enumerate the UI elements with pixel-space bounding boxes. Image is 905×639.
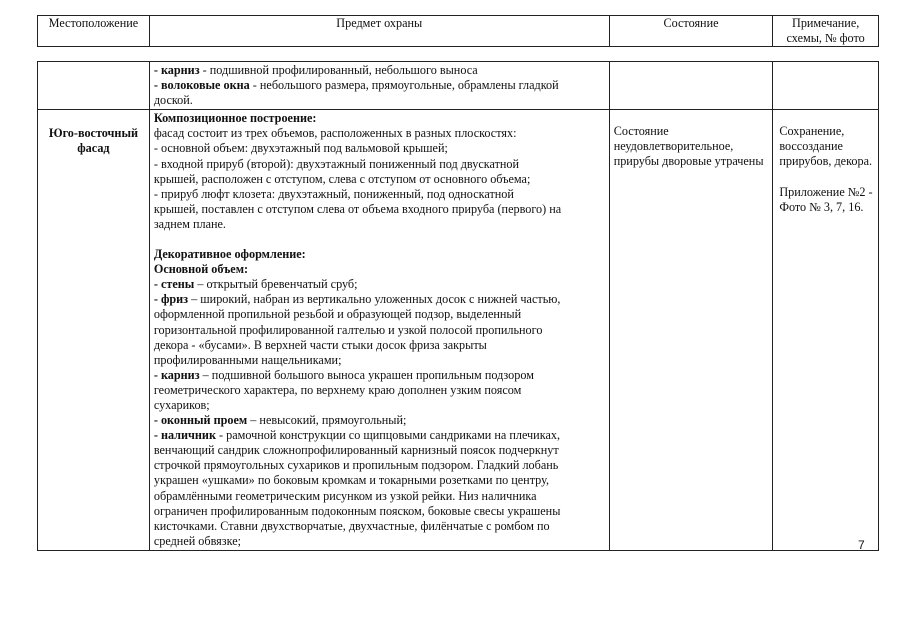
- text-line: строчкой прямоугольных сухариков и пропильным подзором. Гладкий лобань: [153, 458, 559, 473]
- header-subject: Предмет охраны: [149, 16, 609, 47]
- spacer: [154, 232, 605, 247]
- header-note-line: схемы, № фото: [786, 31, 865, 46]
- table-header: [37, 15, 879, 47]
- header-note-line: Примечание,: [792, 16, 860, 30]
- text-line: кисточками. Ставни двухстворчатые, двухчастные, филёнчатые с ромбом по: [153, 518, 550, 533]
- text-line: оформленной пропильной резьбой и образующей подзор, выделенный: [153, 307, 522, 322]
- cell-note: [773, 62, 879, 110]
- protection-table: [37, 61, 879, 551]
- text-line: заднем плане.: [153, 216, 226, 231]
- cell-note: [773, 110, 879, 551]
- text-line: профилированными нащельниками;: [153, 352, 342, 367]
- text-line: декора - «бусами». В верхней части стыки досок фриза закрыты: [153, 337, 487, 352]
- page-number: 7: [858, 538, 865, 552]
- note-preservation: Сохранение, воссоздание прирубов, декора.: [779, 124, 873, 169]
- table-row: [38, 62, 879, 110]
- text-line: - наличник - рамочной конструкции со щипцовыми сандриками на плечиках,: [153, 428, 560, 443]
- cell-location: [38, 62, 150, 110]
- text-line: - оконный проем – невысокий, прямоугольный;: [153, 413, 407, 428]
- text-line: горизонтальной профилированной галтелью и узкой полосой пропильного: [153, 322, 543, 337]
- text-line: сухариков;: [153, 397, 210, 412]
- text-line: средней обвязке;: [153, 533, 242, 548]
- text-line: доской.: [153, 93, 193, 108]
- note-appendix: Приложение №2 - Фото № 3, 7, 16.: [779, 184, 873, 214]
- text-line: - входной прируб (второй): двухэтажный пониженный под двускатной: [153, 156, 520, 171]
- cell-state: [609, 62, 773, 110]
- text-line: - карниз - подшивной профилированный, небольшого выноса: [153, 63, 478, 77]
- header-note: [773, 16, 879, 47]
- text-line: - карниз – подшивной большого выноса украшен пропильным подзором: [153, 367, 534, 382]
- text-line: - основной объем: двухэтажный под вальмовой крышей;: [153, 141, 448, 156]
- text-line: - прируб люфт клозета: двухэтажный, пониженный, под односкатной: [153, 186, 514, 201]
- text-line: - волоковые окна - небольшого размера, прямоугольные, обрамлены гладкой: [153, 78, 559, 93]
- cell-subject: [149, 62, 609, 110]
- cell-subject: [149, 110, 609, 551]
- text-line: крышей, расположен с отступом, слева с отступом от основного объема;: [153, 171, 531, 186]
- spacer: [779, 170, 874, 185]
- text-line: - стены – открытый бревенчатый сруб;: [153, 277, 358, 292]
- text-line: обрамлёнными геометрическим рисунком из узкой рейки. Низ наличника: [153, 488, 537, 503]
- text-line: ограничен профилированным подоконным пояском, боковые свесы украшены: [153, 503, 561, 518]
- cell-location: Юго-восточный фасад: [38, 110, 150, 551]
- section-heading: Композиционное построение:: [153, 111, 317, 126]
- text-line: венчающий сандрик сложнопрофилированный карнизный поясок подчеркнут: [153, 443, 559, 458]
- cell-state: Состояние неудовлетворительное, прирубы дворовые утрачены: [609, 110, 773, 551]
- header-state: Состояние: [609, 16, 773, 47]
- subsection-heading: Основной объем:: [153, 262, 249, 277]
- table-row: [38, 110, 879, 551]
- text-line: крышей, поставлен с отступом слева от объема входного прируба (первого) на: [153, 201, 562, 216]
- section-heading: Декоративное оформление:: [153, 247, 306, 262]
- text-line: украшен «ушками» по боковым кромкам и токарными розетками по центру,: [153, 473, 550, 488]
- header-location: Местоположение: [38, 16, 150, 47]
- text-line: фасад состоит из трех объемов, расположенных в разных плоскостях:: [153, 126, 517, 141]
- text-line: геометрического характера, по верхнему краю дополнен узким поясом: [153, 382, 522, 397]
- text-line: - фриз – широкий, набран из вертикально уложенных досок с нижней частью,: [153, 292, 561, 307]
